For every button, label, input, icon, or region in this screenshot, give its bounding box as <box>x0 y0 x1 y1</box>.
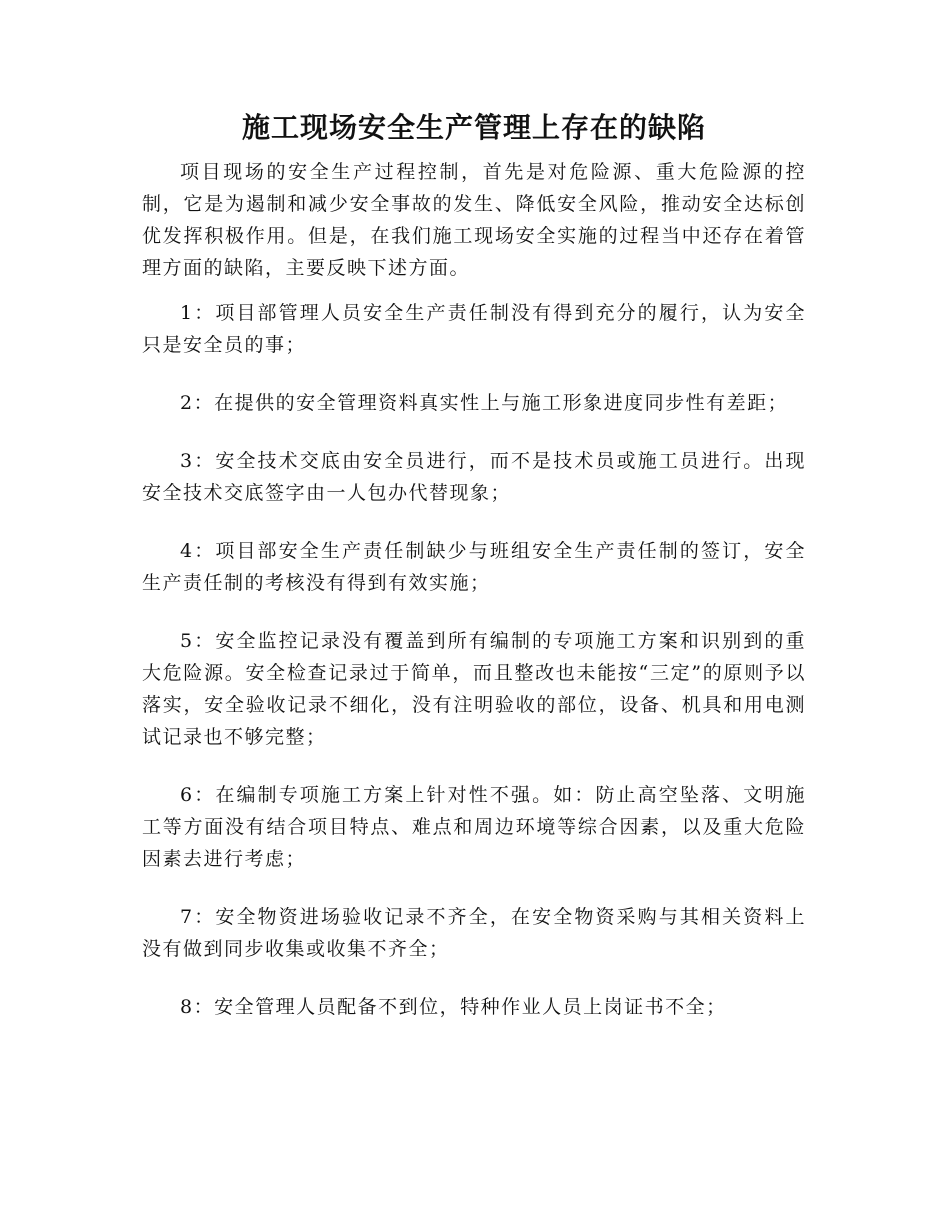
document-content <box>142 108 806 1049</box>
list-item-2: 2：在提供的安全管理资料真实性上与施工形象进度同步性有差距； <box>180 392 789 414</box>
intro-paragraph: 项目现场的安全生产过程控制，首先是对危险源、重大危险源的控制，它是为遏制和减少安全事故的发生、降低安全风险，推动安全达标创优发挥积极作用。但是，在我们施工现场安全实施的过程当中还存在着管理方面的缺陷，主要反映下述方面。 <box>142 161 806 279</box>
list-item-7: 7：安全物资进场验收记录不齐全，在安全物资采购与其相关资料上没有做到同步收集或收集不齐全； <box>142 906 806 960</box>
list-item-4: 4：项目部安全生产责任制缺少与班组安全生产责任制的签订，安全生产责任制的考核没有得到有效实施； <box>142 540 806 594</box>
list-item-8: 8：安全管理人员配备不到位，特种作业人员上岗证书不全； <box>180 996 727 1018</box>
list-item-3: 3：安全技术交底由安全员进行，而不是技术员或施工员进行。出现安全技术交底签字由一人包办代替现象； <box>142 450 806 504</box>
document-title: 施工现场安全生产管理上存在的缺陷 <box>241 111 706 144</box>
list-item-1: 1：项目部管理人员安全生产责任制没有得到充分的履行，认为安全只是安全员的事； <box>142 302 806 356</box>
list-item-6: 6：在编制专项施工方案上针对性不强。如：防止高空坠落、文明施工等方面没有结合项目特点、难点和周边环境等综合因素，以及重大危险因素去进行考虑； <box>142 784 806 870</box>
list-item-5: 5：安全监控记录没有覆盖到所有编制的专项施工方案和识别到的重大危险源。安全检查记录过于简单，而且整改也未能按“三定”的原则予以落实，安全验收记录不细化，没有注明验收的部位，设备、机具和用电测试记录也不够完整； <box>142 630 806 748</box>
